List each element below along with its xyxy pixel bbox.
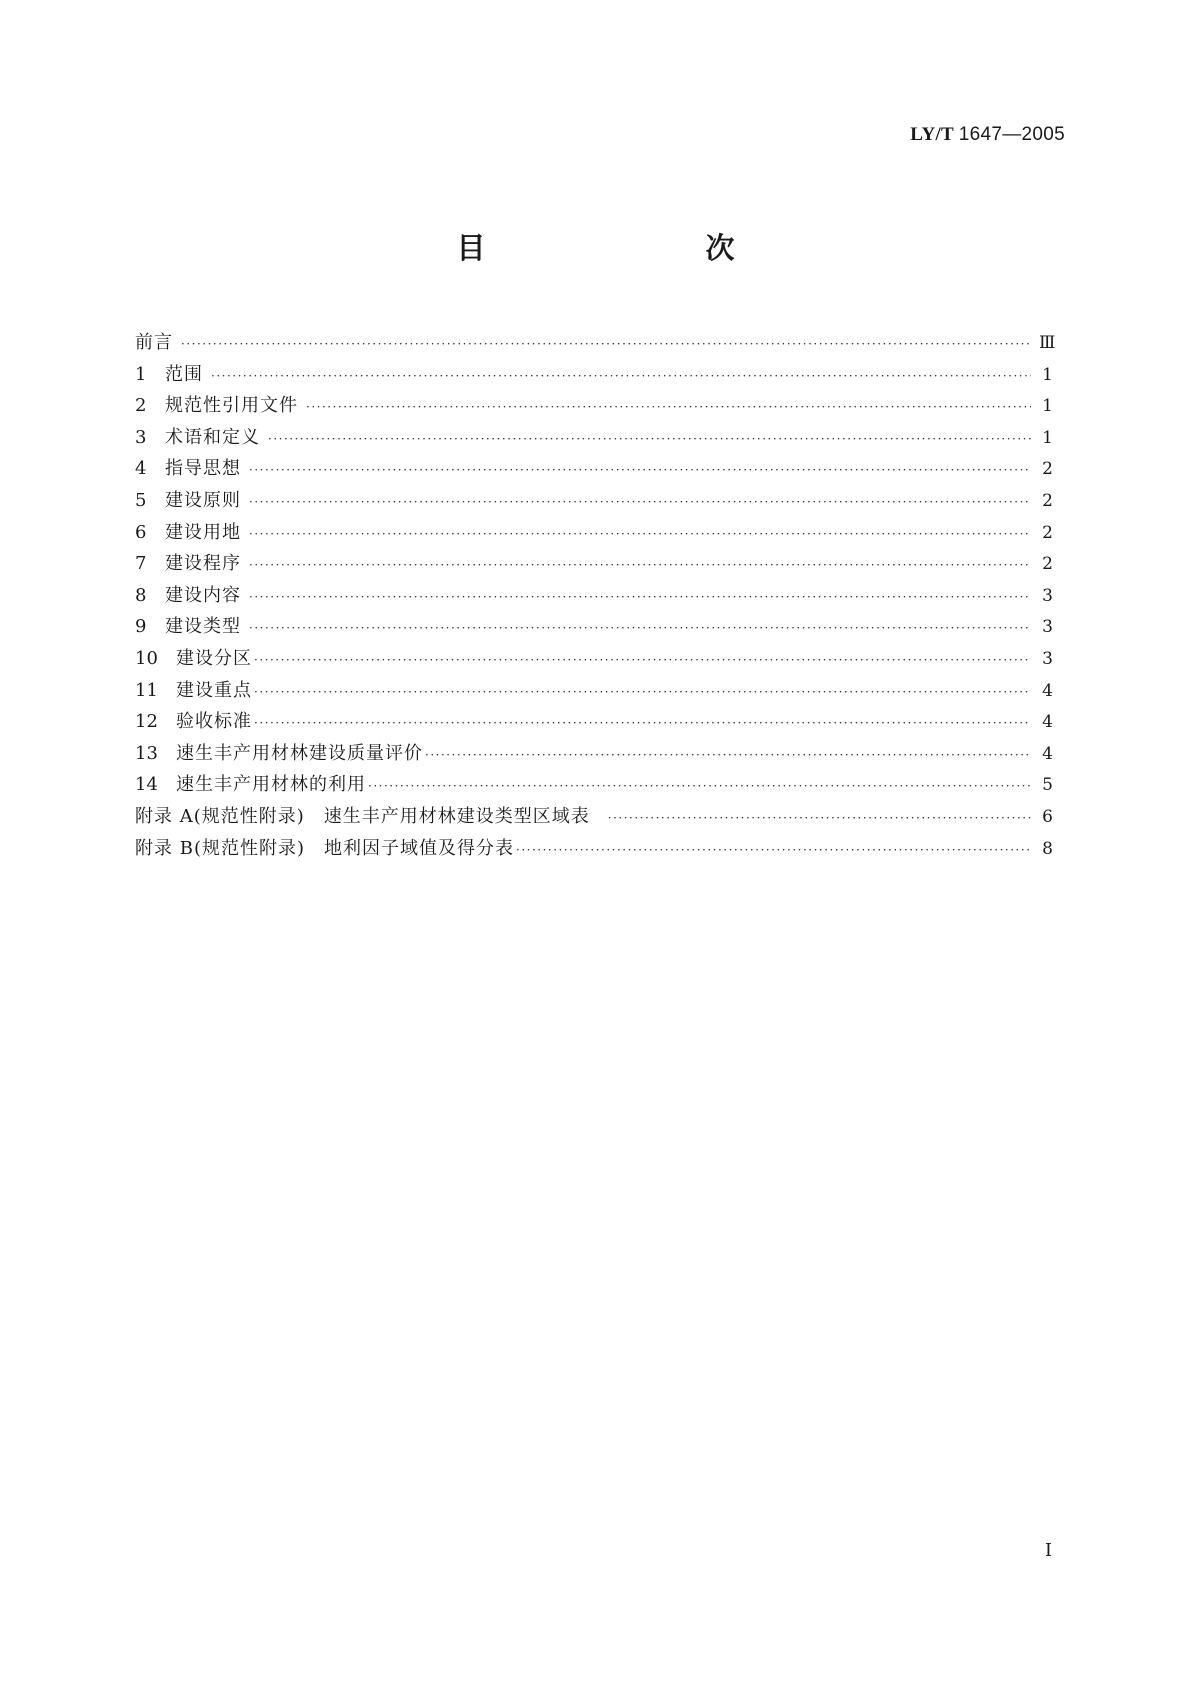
toc-entry-number: 4 <box>135 458 147 480</box>
toc-entry-6[interactable] <box>135 517 1053 549</box>
toc-entry-appendix-a[interactable] <box>135 801 1053 833</box>
toc-entry-page: Ⅲ <box>1039 333 1056 353</box>
toc-entry-1[interactable] <box>135 359 1053 391</box>
table-of-contents <box>135 327 1056 864</box>
toc-leader-dots <box>249 455 1031 487</box>
toc-leader-dots <box>254 677 1031 709</box>
toc-leader-dots <box>608 803 1031 835</box>
toc-entry-label: 附录 A(规范性附录) 速生丰产用材林建设类型区域表 <box>135 805 590 827</box>
toc-entry-page: 2 <box>1042 490 1053 511</box>
toc-entry-label: 建设内容 <box>165 584 241 606</box>
toc-entry-label: 指导思想 <box>165 458 241 480</box>
toc-entry-13[interactable] <box>135 738 1053 770</box>
toc-entry-14[interactable] <box>135 769 1053 801</box>
toc-entry-number: 7 <box>135 553 147 575</box>
toc-entry-10[interactable] <box>135 643 1053 675</box>
toc-entry-label: 术语和定义 <box>165 426 260 448</box>
toc-leader-dots <box>249 487 1031 519</box>
page-number: I <box>1044 1540 1052 1561</box>
toc-entry-2[interactable] <box>135 390 1053 422</box>
toc-entry-number: 11 <box>135 679 158 701</box>
toc-entry-page: 1 <box>1042 396 1053 417</box>
toc-entry-label: 验收标准 <box>176 711 252 733</box>
toc-entry-number: 13 <box>135 742 158 764</box>
toc-entry-number: 10 <box>135 647 158 669</box>
toc-leader-dots <box>181 329 1031 361</box>
document-code-prefix: LY/T <box>910 124 954 145</box>
toc-leader-dots <box>211 361 1031 393</box>
toc-entry-8[interactable] <box>135 580 1053 612</box>
toc-entry-label: 建设用地 <box>165 521 241 543</box>
toc-leader-dots <box>368 771 1031 803</box>
toc-entry-page: 1 <box>1042 364 1053 385</box>
toc-leader-dots <box>268 424 1031 456</box>
toc-entry-number: 12 <box>135 711 158 733</box>
toc-entry-label: 规范性引用文件 <box>165 395 298 417</box>
toc-entry-7[interactable] <box>135 548 1053 580</box>
toc-entry-page: 5 <box>1042 775 1053 796</box>
document-code <box>910 124 1065 146</box>
toc-entry-foreword[interactable] <box>135 327 1056 359</box>
toc-entry-page: 2 <box>1042 459 1053 480</box>
toc-entry-label: 建设程序 <box>165 553 241 575</box>
toc-entry-9[interactable] <box>135 611 1053 643</box>
toc-entry-label: 建设重点 <box>176 679 252 701</box>
toc-entry-page: 4 <box>1042 680 1053 701</box>
toc-entry-label: 建设类型 <box>165 616 241 638</box>
toc-entry-number: 3 <box>135 426 147 448</box>
toc-leader-dots <box>249 519 1031 551</box>
toc-entry-label: 速生丰产用材林建设质量评价 <box>176 742 423 764</box>
toc-entry-4[interactable] <box>135 453 1053 485</box>
toc-entry-page: 2 <box>1042 522 1053 543</box>
toc-entry-number: 2 <box>135 395 147 417</box>
toc-leader-dots <box>254 708 1031 740</box>
toc-entry-12[interactable] <box>135 706 1053 738</box>
toc-entry-label: 建设原则 <box>165 489 241 511</box>
toc-leader-dots <box>249 550 1031 582</box>
toc-leader-dots <box>306 392 1031 424</box>
toc-entry-page: 3 <box>1042 617 1053 638</box>
toc-entry-label: 建设分区 <box>176 647 252 669</box>
document-code-number: 1647—2005 <box>958 124 1065 145</box>
toc-leader-dots <box>249 613 1031 645</box>
toc-entry-label: 范围 <box>165 363 203 385</box>
toc-entry-label: 前言 <box>135 332 173 353</box>
toc-entry-page: 1 <box>1042 427 1053 448</box>
page-title: 目 次 <box>456 231 789 265</box>
toc-leader-dots <box>425 740 1031 772</box>
toc-entry-3[interactable] <box>135 422 1053 454</box>
toc-leader-dots <box>516 835 1031 867</box>
toc-entry-label: 速生丰产用材林的利用 <box>176 774 366 796</box>
toc-entry-number: 8 <box>135 584 147 606</box>
toc-entry-page: 8 <box>1042 838 1053 859</box>
toc-entry-number: 6 <box>135 521 147 543</box>
toc-leader-dots <box>254 645 1031 677</box>
toc-entry-appendix-b[interactable] <box>135 833 1053 865</box>
toc-entry-label: 附录 B(规范性附录) 地利因子域值及得分表 <box>135 837 514 859</box>
toc-entry-page: 3 <box>1042 648 1053 669</box>
toc-entry-page: 3 <box>1042 585 1053 606</box>
toc-entry-number: 9 <box>135 616 147 638</box>
toc-entry-number: 5 <box>135 489 147 511</box>
toc-entry-number: 14 <box>135 774 158 796</box>
toc-entry-5[interactable] <box>135 485 1053 517</box>
toc-entry-11[interactable] <box>135 675 1053 707</box>
toc-entry-page: 2 <box>1042 554 1053 575</box>
toc-leader-dots <box>249 582 1031 614</box>
toc-entry-page: 6 <box>1042 806 1053 827</box>
toc-entry-page: 4 <box>1042 743 1053 764</box>
toc-entry-number: 1 <box>135 363 147 385</box>
toc-entry-page: 4 <box>1042 712 1053 733</box>
